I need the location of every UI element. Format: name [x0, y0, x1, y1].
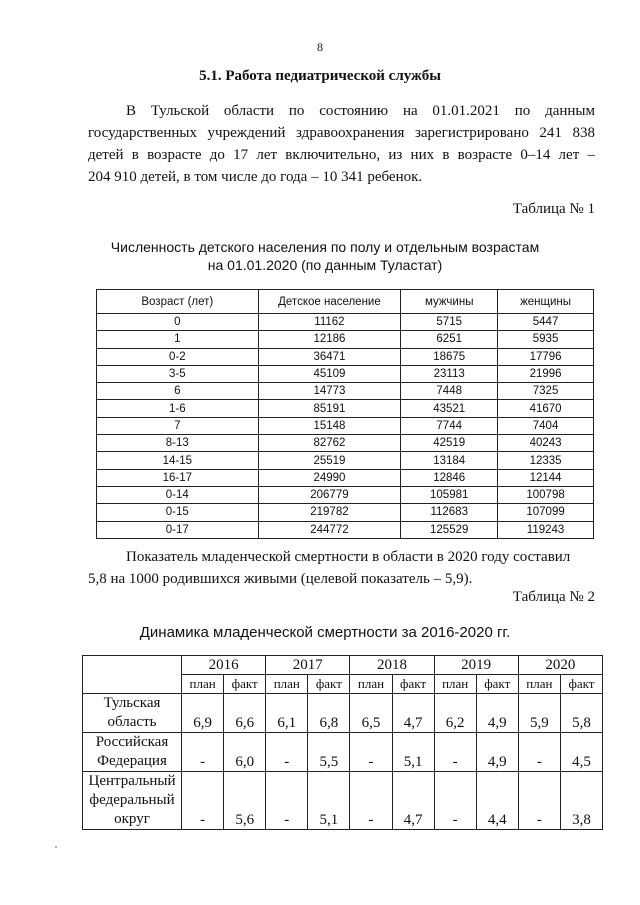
- table-cell: -: [434, 772, 476, 830]
- table-cell: -: [182, 772, 224, 830]
- mortality-paragraph: [88, 546, 595, 590]
- region-label-line: Федерация: [97, 753, 167, 769]
- region-label-line: Тульская: [103, 695, 161, 711]
- table-row: [97, 504, 594, 521]
- table-row: [97, 331, 594, 348]
- table-cell: 119243: [498, 521, 594, 538]
- fact-header: факт: [392, 675, 434, 694]
- intro-line: 204 910 детей, в том числе до года – 10 341 ребенок.: [88, 169, 423, 185]
- table-cell: 12846: [401, 469, 498, 486]
- fact-header: факт: [224, 675, 266, 694]
- table-cell: 5,6: [224, 772, 266, 830]
- year-header: 2019: [434, 656, 518, 675]
- table-cell: 5,1: [392, 733, 434, 772]
- corner-cell: [83, 656, 182, 694]
- table-cell: 5715: [401, 314, 498, 331]
- table-cell: 244772: [258, 521, 401, 538]
- table-cell: 41670: [498, 400, 594, 417]
- plan-header: план: [266, 675, 308, 694]
- table-cell: 5,5: [308, 733, 350, 772]
- table1-label: Таблица № 1: [512, 201, 595, 217]
- table-cell: 7325: [498, 383, 594, 400]
- table-cell: 3,8: [560, 772, 602, 830]
- table-cell: 6,0: [224, 733, 266, 772]
- table1-caption: [90, 238, 560, 274]
- table-cell: 0: [97, 314, 259, 331]
- plan-header: план: [518, 675, 560, 694]
- column-header: мужчины: [401, 290, 498, 314]
- table-cell: 5447: [498, 314, 594, 331]
- table-cell: -: [518, 772, 560, 830]
- table-cell: 18675: [401, 348, 498, 365]
- table-cell: 5935: [498, 331, 594, 348]
- table-cell: 6,6: [224, 694, 266, 733]
- table-cell: 24990: [258, 469, 401, 486]
- table-cell: 15148: [258, 417, 401, 434]
- table-cell: 0-2: [97, 348, 259, 365]
- region-label-line: область: [107, 714, 157, 730]
- table-cell: 5,1: [308, 772, 350, 830]
- region-label: [83, 694, 182, 733]
- table-cell: 7: [97, 417, 259, 434]
- table-cell: 13184: [401, 452, 498, 469]
- fact-header: факт: [560, 675, 602, 694]
- table-cell: 1-6: [97, 400, 259, 417]
- table-cell: 107099: [498, 504, 594, 521]
- table-cell: 0-17: [97, 521, 259, 538]
- table-cell: 12186: [258, 331, 401, 348]
- table-cell: 6: [97, 383, 259, 400]
- table-cell: -: [518, 733, 560, 772]
- intro-line: государственных учреждений здравоохранения зарегистрировано 241 838: [88, 125, 595, 141]
- column-header: женщины: [498, 290, 594, 314]
- table-cell: 125529: [401, 521, 498, 538]
- region-label-line: Российская: [95, 734, 169, 750]
- table-cell: 17796: [498, 348, 594, 365]
- table-cell: 42519: [401, 435, 498, 452]
- table-cell: 0-14: [97, 486, 259, 503]
- table-cell: -: [434, 733, 476, 772]
- intro-line: детей в возрасте до 17 лет включительно, из них в возрасте 0–14 лет –: [88, 147, 595, 163]
- table-cell: 82762: [258, 435, 401, 452]
- table-cell: -: [266, 772, 308, 830]
- table2-label: Таблица № 2: [512, 589, 595, 605]
- plan-header: план: [182, 675, 224, 694]
- table-cell: -: [350, 772, 392, 830]
- table-cell: 4,7: [392, 772, 434, 830]
- table-row: [97, 365, 594, 382]
- table-cell: 7448: [401, 383, 498, 400]
- plan-header: план: [434, 675, 476, 694]
- table-row: [83, 733, 603, 772]
- table-cell: 43521: [401, 400, 498, 417]
- table-cell: -: [182, 733, 224, 772]
- mortality-line: 5,8 на 1000 родившихся живыми (целевой показатель – 5,9).: [88, 571, 473, 587]
- table-cell: 6,1: [266, 694, 308, 733]
- scan-speck: [55, 846, 57, 848]
- table-cell: 36471: [258, 348, 401, 365]
- table-cell: 206779: [258, 486, 401, 503]
- table-cell: 23113: [401, 365, 498, 382]
- table1-caption-line: на 01.01.2020 (по данным Туластат): [207, 257, 443, 273]
- table-row: [97, 469, 594, 486]
- region-label: [83, 772, 182, 830]
- table-cell: 4,9: [476, 733, 518, 772]
- table-cell: 4,7: [392, 694, 434, 733]
- plan-header: план: [350, 675, 392, 694]
- column-header: Детское население: [258, 290, 401, 314]
- fact-header: факт: [476, 675, 518, 694]
- table-cell: 40243: [498, 435, 594, 452]
- table-cell: 105981: [401, 486, 498, 503]
- table-row: [97, 486, 594, 503]
- table-cell: 25519: [258, 452, 401, 469]
- table-cell: 45109: [258, 365, 401, 382]
- table-cell: 3-5: [97, 365, 259, 382]
- table-cell: 12335: [498, 452, 594, 469]
- table-cell: 0-15: [97, 504, 259, 521]
- year-header: 2016: [182, 656, 266, 675]
- table-cell: 6,9: [182, 694, 224, 733]
- table-row: [97, 452, 594, 469]
- year-header: 2020: [518, 656, 602, 675]
- table-row: [97, 383, 594, 400]
- table-row: [97, 435, 594, 452]
- table-cell: 11162: [258, 314, 401, 331]
- table-cell: 6,5: [350, 694, 392, 733]
- table-row: [97, 400, 594, 417]
- table-cell: 14773: [258, 383, 401, 400]
- mortality-line: Показатель младенческой смертности в области в 2020 году составил: [126, 549, 571, 565]
- table-cell: 4,9: [476, 694, 518, 733]
- year-header: 2018: [350, 656, 434, 675]
- table-cell: 5,8: [560, 694, 602, 733]
- region-label-line: Центральный: [88, 773, 176, 789]
- table-cell: 21996: [498, 365, 594, 382]
- table-cell: 5,9: [518, 694, 560, 733]
- table-row: [83, 772, 603, 830]
- table-cell: 7404: [498, 417, 594, 434]
- table-cell: 6,8: [308, 694, 350, 733]
- table-cell: 6,2: [434, 694, 476, 733]
- table-cell: 16-17: [97, 469, 259, 486]
- table-cell: 219782: [258, 504, 401, 521]
- table1-caption-line: Численность детского населения по полу и отдельным возрастам: [110, 239, 540, 255]
- table-row: [97, 314, 594, 331]
- intro-line: В Тульской области по состоянию на 01.01.2021 по данным: [126, 103, 595, 119]
- table-cell: 7744: [401, 417, 498, 434]
- table-cell: 85191: [258, 400, 401, 417]
- infant-mortality-table: [82, 655, 603, 830]
- region-label-line: округ: [114, 811, 150, 827]
- year-header-row: [83, 656, 603, 675]
- table-cell: 1: [97, 331, 259, 348]
- table-cell: 14-15: [97, 452, 259, 469]
- table-cell: 112683: [401, 504, 498, 521]
- table-row: [97, 417, 594, 434]
- table-row: [97, 521, 594, 538]
- column-header: Возраст (лет): [97, 290, 259, 314]
- table-row: [97, 348, 594, 365]
- section-title: 5.1. Работа педиатрической службы: [199, 68, 441, 84]
- child-population-table: [96, 289, 594, 539]
- table-cell: 100798: [498, 486, 594, 503]
- region-label-line: федеральный: [89, 792, 175, 808]
- table-cell: 4,5: [560, 733, 602, 772]
- table-header-row: [97, 290, 594, 314]
- region-label: [83, 733, 182, 772]
- year-header: 2017: [266, 656, 350, 675]
- table-row: [83, 694, 603, 733]
- table2-caption: Динамика младенческой смертности за 2016-2020 гг.: [139, 624, 511, 641]
- table-cell: 8-13: [97, 435, 259, 452]
- table-cell: -: [350, 733, 392, 772]
- table-cell: 4,4: [476, 772, 518, 830]
- page-number: 8: [317, 40, 323, 54]
- table-cell: 12144: [498, 469, 594, 486]
- table-cell: 6251: [401, 331, 498, 348]
- fact-header: факт: [308, 675, 350, 694]
- intro-paragraph: [88, 100, 595, 188]
- table-cell: -: [266, 733, 308, 772]
